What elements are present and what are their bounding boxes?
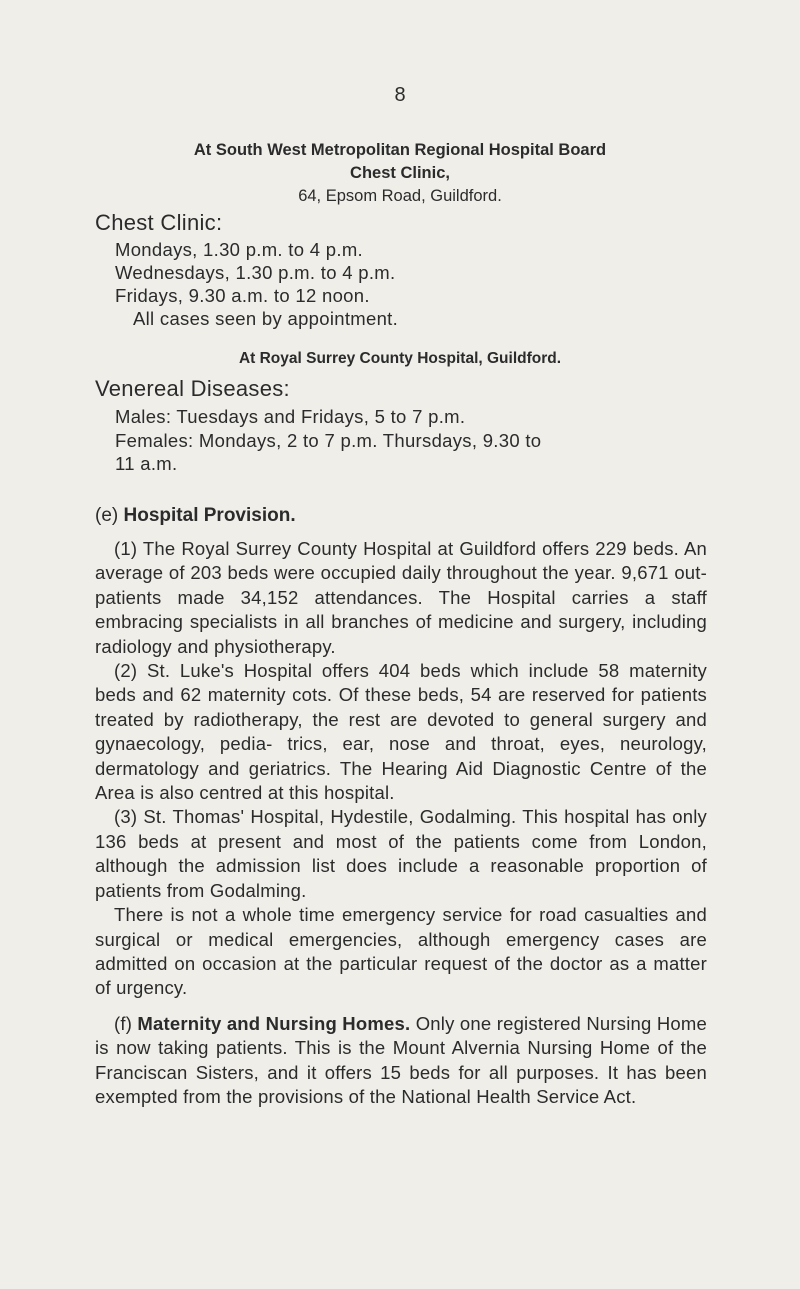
royal-surrey-heading: At Royal Surrey County Hospital, Guildford. [238, 350, 562, 367]
venereal-males-hours: Males: Tuesdays and Fridays, 5 to 7 p.m. [115, 406, 466, 427]
chest-clinic-title: Chest Clinic: [95, 210, 223, 235]
royal-surrey-paragraph: (1) The Royal Surrey County Hospital at Guildford offers 229 beds. An average of 203 beds were occupied daily throughout the year. 9,671 out-patients made 34,152 attendances. The Hospital carries a staff embracing specialists in all branches of medicine and surgery, including radiology and physiotherapy. [95, 538, 707, 657]
st-lukes-paragraph: (2) St. Luke's Hospital offers 404 beds which include 58 maternity beds and 62 maternity cots. Of these beds, 54 are reserved for patients treated by radiotherapy, the rest are devoted to general surgery and gynaecology, pedia- trics, ear, nose and throat, eyes, neurology, dermatology and geriatrics. The Hearing Aid Diagnostic Centre of the Area is also centred at this hospital. [95, 660, 707, 804]
chest-clinic-name: Chest Clinic, [350, 164, 450, 182]
chest-clinic-hours-wednesday: Wednesdays, 1.30 p.m. to 4 p.m. [115, 262, 396, 283]
maternity-paragraph [95, 1012, 707, 1110]
page-number: 8 [394, 84, 406, 106]
maternity-title: Maternity and Nursing Homes. [137, 1013, 411, 1034]
venereal-females-hours: Females: Mondays, 2 to 7 p.m. Thursdays, 9.30 to [115, 430, 542, 451]
hospital-provision-body [95, 537, 707, 1001]
chest-clinic-hours-monday: Mondays, 1.30 p.m. to 4 p.m. [115, 239, 363, 260]
chest-clinic-appointment-note: All cases seen by appointment. [133, 308, 399, 329]
hospital-provision-heading [95, 505, 296, 527]
south-west-board-heading: At South West Metropolitan Regional Hospital Board [193, 141, 607, 159]
maternity-text: Only one registered Nursing Home is now taking patients. This is the Mount Alvernia Nursing Home of the Franciscan Sisters, and it offers 15 beds for all purposes. It has been exempted from the provisions of the National Health Service Act. [95, 1013, 707, 1108]
emergency-service-paragraph: There is not a whole time emergency service for road casualties and surgical or medical emergencies, although emergency cases are admitted on occasion at the particular request of the doctor as a matter of urgency. [95, 904, 707, 999]
venereal-diseases-title: Venereal Diseases: [95, 376, 290, 401]
st-thomas-paragraph: (3) St. Thomas' Hospital, Hydestile, Godalming. This hospital has only 136 beds at present and most of the patients come from London, although the admission list does include a reasonable proportion of patients from Godalming. [95, 806, 707, 901]
maternity-section [95, 1012, 707, 1110]
chest-clinic-hours-friday: Fridays, 9.30 a.m. to 12 noon. [115, 285, 370, 306]
hospital-provision-title: Hospital Provision. [123, 505, 296, 526]
maternity-label: (f) [114, 1013, 133, 1034]
chest-clinic-address: 64, Epsom Road, Guildford. [298, 187, 502, 205]
venereal-females-hours-cont: 11 a.m. [115, 453, 178, 474]
hospital-provision-label: (e) [95, 505, 119, 526]
